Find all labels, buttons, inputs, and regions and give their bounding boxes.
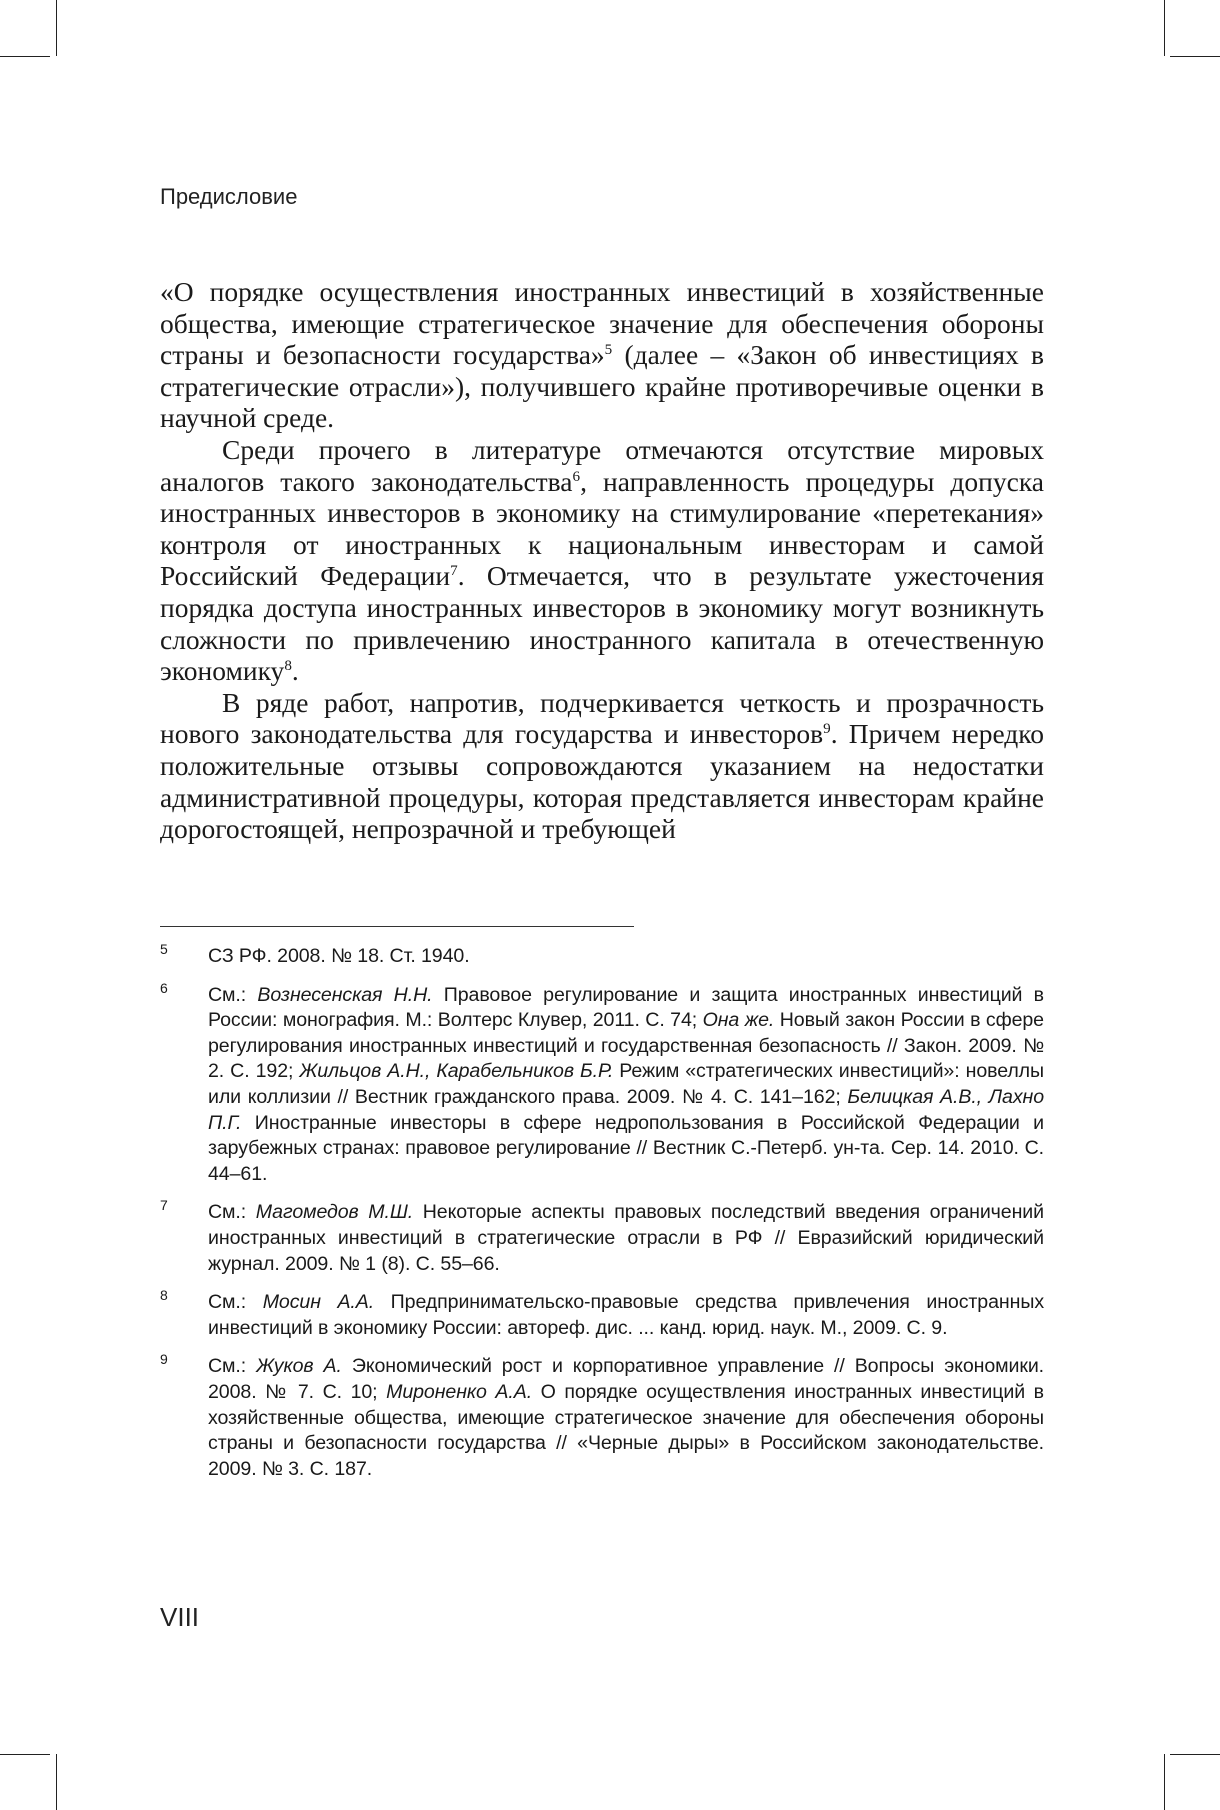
footnote-ref[interactable]: 7 xyxy=(450,563,458,580)
text-run: , направленность процедуры допуска иностранных инвесторов в экономику на стимулирование «перетекания» контроля от иностранных к национальным инвесторам и самой Российский Федерации xyxy=(160,465,1044,592)
footnotes xyxy=(160,941,1045,1495)
text-run: См.: xyxy=(208,1201,256,1224)
author-name: Она же. xyxy=(702,1009,775,1032)
text-run: Экономический рост и корпоративное управление // Вопросы экономики. 2008. № 7. С. 10; xyxy=(208,1355,1045,1403)
footnote-number: 7 xyxy=(160,1197,168,1214)
footnote-text xyxy=(208,983,1044,1188)
text-run: . Причем нередко положительные отзывы сопровождаются указанием на недостатки административной процедуры, которая представляется инвесторам крайне дорогостоящей, непрозрачной и требующей xyxy=(160,718,1044,845)
footnote-number: 6 xyxy=(160,979,168,996)
author-name: Вознесенская Н.Н. xyxy=(257,983,433,1006)
crop-mark xyxy=(0,56,50,57)
footnote xyxy=(160,1197,1044,1277)
footnote-ref[interactable]: 6 xyxy=(572,468,581,485)
footnote-text xyxy=(208,1290,1044,1341)
text-run: См.: xyxy=(208,983,258,1006)
text-run: Режим «стратегических инвестиций»: новеллы или коллизии // Вестник гражданского права. 2009. № 4. С. 141–162; xyxy=(208,1060,1044,1108)
text-run: Некоторые аспекты правовых последствий введения ограничений иностранных инвестиций в стратегические отрасли в РФ // Евразийский юридический журнал. 2009. № 1 (8). С. 55–66. xyxy=(208,1201,1044,1275)
author-name: Мосин А.А. xyxy=(262,1291,375,1314)
text-run: Правовое регулирование и защита иностранных инвестиций в России: монография. М.: Волтерс Клувер, 2011. С. 74; xyxy=(208,983,1044,1032)
page-number: VIII xyxy=(160,1602,200,1632)
footnote-ref[interactable]: 8 xyxy=(284,658,292,675)
crop-mark xyxy=(56,0,57,56)
author-name: Белицкая А.В., Лахно П.Г. xyxy=(208,1085,1044,1134)
author-name: Жуков А. xyxy=(256,1355,342,1378)
text-run: «О порядке осуществления иностранных инвестиций в хозяйственные общества, имеющие стратегическое значение для обеспечения обороны страны и безопасности государства» xyxy=(160,276,1044,371)
footnote-number: 8 xyxy=(160,1287,168,1304)
text-run: См.: xyxy=(208,1291,263,1314)
text-run: . xyxy=(291,655,299,687)
author-name: Жильцов А.Н., Карабельников Б.Р. xyxy=(299,1060,614,1083)
crop-mark xyxy=(56,1754,57,1810)
footnote-ref[interactable]: 9 xyxy=(823,721,831,738)
text-run: Предпринимательско-правовые средства привлечения иностранных инвестиций в экономику России: автореф. дис. ... канд. юрид. наук. М., 2009. С. 9. xyxy=(208,1291,1045,1339)
paragraph xyxy=(160,434,1044,687)
paragraph xyxy=(160,276,1044,434)
text-run: О порядке осуществления иностранных инвестиций в хозяйственные общества, имеющие стратегическое значение для обеспечения обороны страны и безопасности государства // «Черные дыры» в Российском законодательстве. 2009. № 3. С. 187. xyxy=(208,1380,1044,1480)
footnote-text xyxy=(208,944,1044,970)
footnote xyxy=(160,979,1044,1188)
paragraph xyxy=(160,687,1044,845)
footnote-number: 5 xyxy=(160,941,168,957)
body-text xyxy=(160,276,1044,845)
text-run: В ряде работ, напротив, подчеркивается четкость и прозрачность нового законодательства для государства и инвесторов xyxy=(160,686,1044,750)
footnote xyxy=(160,1287,1045,1341)
text-run: Иностранные инвесторы в сфере недропользования в Российской Федерации и зарубежных странах: правовое регулирование // Вестник С.-Петерб. ун-та. Сер. 14. 2010. С. 44–61. xyxy=(208,1111,1044,1185)
footnote-number: 9 xyxy=(160,1351,168,1368)
text-run: СЗ РФ. 2008. № 18. Ст. 1940. xyxy=(208,945,470,967)
author-name: Магомедов М.Ш. xyxy=(255,1201,414,1224)
text-run: Новый закон России в сфере регулирования иностранных инвестиций и государственная безопасность // Закон. 2009. № 2. С. 192; xyxy=(208,1009,1044,1083)
footnote xyxy=(160,1351,1045,1482)
footnote-text xyxy=(208,1200,1044,1277)
footnote-separator xyxy=(160,926,634,927)
crop-mark xyxy=(0,1754,50,1755)
text-run: См.: xyxy=(208,1355,257,1378)
footnote xyxy=(160,941,1044,970)
author-name: Мироненко А.А. xyxy=(386,1380,533,1403)
crop-mark xyxy=(1164,1754,1165,1810)
footnote-ref[interactable]: 5 xyxy=(604,342,613,359)
text-run: Среди прочего в литературе отмечаются отсутствие мировых аналогов такого законодательства xyxy=(160,433,1044,497)
running-head: Предисловие xyxy=(160,184,298,209)
crop-mark xyxy=(1170,1754,1220,1755)
footnote-text xyxy=(208,1354,1044,1482)
crop-mark xyxy=(1170,56,1220,57)
text-run: . Отмечается, что в результате ужесточения порядка доступа иностранных инвесторов в экономику могут возникнуть сложности по привлечению иностранного капитала в отечественную экономику xyxy=(160,560,1044,687)
crop-mark xyxy=(1164,0,1165,56)
text-run: (далее – «Закон об инвестициях в стратегические отрасли»), получившего крайне противоречивые оценки в научной среде. xyxy=(160,339,1044,434)
